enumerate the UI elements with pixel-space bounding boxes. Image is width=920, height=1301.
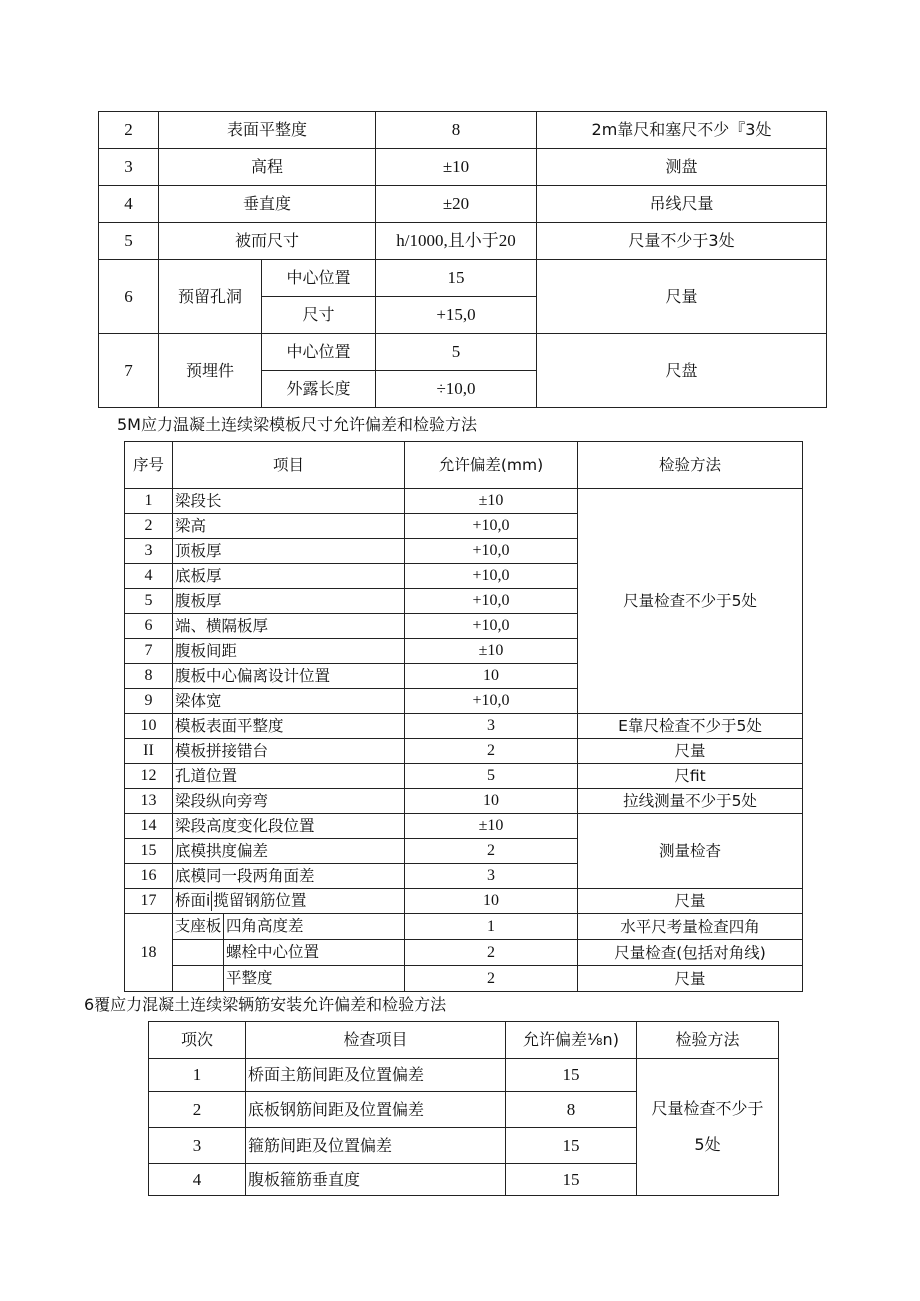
check-method: 尺量检查(包括对角线) — [578, 940, 803, 966]
row-number: 9 — [125, 689, 173, 714]
check-method: 尺量不少于3处 — [537, 223, 827, 260]
check-method: 尺盘 — [537, 334, 827, 408]
row-number: 6 — [125, 614, 173, 639]
row-number: 6 — [99, 260, 159, 334]
item-name: 被而尺寸 — [159, 223, 376, 260]
item-name: 底模同一段两角面差 — [173, 864, 405, 889]
continuous-beam-formwork-table — [124, 441, 803, 992]
header-no: 项次 — [149, 1022, 246, 1059]
row-number: 13 — [125, 789, 173, 814]
tolerance-value: 3 — [405, 864, 578, 889]
check-method: 尺量 — [578, 966, 803, 992]
table-row — [99, 186, 827, 223]
row-number: 1 — [125, 489, 173, 514]
item-name: 高程 — [159, 149, 376, 186]
item-name: 梁体宽 — [173, 689, 405, 714]
check-method-line2: 5处 — [694, 1135, 721, 1154]
item-name: 桥面主筋间距及位置偏差 — [246, 1059, 506, 1092]
item-name — [173, 914, 405, 940]
item-name: 腹板中心偏离设计位置 — [173, 664, 405, 689]
tolerance-value: +10,0 — [405, 689, 578, 714]
table-row — [125, 789, 803, 814]
table-row — [125, 914, 803, 940]
header-method: 检验方法 — [637, 1022, 779, 1059]
tolerance-value: ±10 — [376, 149, 537, 186]
sub-item-name: 尺寸 — [262, 297, 376, 334]
tolerance-value: 5 — [405, 764, 578, 789]
item-name: 端、横隔板厚 — [173, 614, 405, 639]
check-method: 尺量检查不少于5处 — [578, 489, 803, 714]
tolerance-value: ÷10,0 — [376, 371, 537, 408]
item-prefix: 桥面i — [175, 891, 211, 910]
table-row — [125, 739, 803, 764]
support-plate-label: 支座板 — [174, 917, 222, 935]
row-number: 18 — [125, 914, 173, 992]
header-item: 检查项目 — [246, 1022, 506, 1059]
tolerance-value: +10,0 — [405, 514, 578, 539]
check-method: 尺量 — [537, 260, 827, 334]
table-row — [125, 966, 803, 992]
tolerance-value: 5 — [376, 334, 537, 371]
row-number: 3 — [99, 149, 159, 186]
item-name: 预埋件 — [159, 334, 262, 408]
header-row — [149, 1022, 779, 1059]
item-name: 底模拱度偏差 — [173, 839, 405, 864]
row-number: 4 — [149, 1164, 246, 1196]
item-name: 顶板厚 — [173, 539, 405, 564]
item-name: 梁高 — [173, 514, 405, 539]
header-no: 序号 — [125, 442, 173, 489]
check-method: 测量检杳 — [578, 814, 803, 889]
item-name: 垂直度 — [159, 186, 376, 223]
item-name: 底板厚 — [173, 564, 405, 589]
row-number: 2 — [125, 514, 173, 539]
header-row — [125, 442, 803, 489]
tolerance-value: ±10 — [405, 814, 578, 839]
sub-item-name: 平整度 — [223, 966, 273, 991]
check-method: 水平尺考量检查四角 — [578, 914, 803, 940]
table-row — [125, 714, 803, 739]
tolerance-value: ±10 — [405, 489, 578, 514]
table-row — [99, 334, 827, 371]
sub-item-name: 中心位置 — [262, 260, 376, 297]
check-method: 测盘 — [537, 149, 827, 186]
tolerance-value: 15 — [376, 260, 537, 297]
row-number: II — [125, 739, 173, 764]
tolerance-value: 10 — [405, 789, 578, 814]
tolerance-value: +10,0 — [405, 589, 578, 614]
tolerance-value: 15 — [506, 1128, 637, 1164]
sub-item-name: 螺栓中心位置 — [223, 940, 319, 965]
header-item: 项目 — [173, 442, 405, 489]
item-name: 模板拼接错台 — [173, 739, 405, 764]
tolerance-value: 15 — [506, 1059, 637, 1092]
sub-item-name: 四角高度差 — [223, 914, 304, 939]
row-number: 2 — [99, 112, 159, 149]
check-method: 尺fit — [578, 764, 803, 789]
row-number: 10 — [125, 714, 173, 739]
check-method-line1: 尺量检查不少于 — [651, 1099, 764, 1118]
tolerance-value: +10,0 — [405, 614, 578, 639]
table-row — [125, 764, 803, 789]
formwork-tolerance-table-continued — [98, 111, 827, 408]
item-name — [173, 940, 405, 966]
row-number: 8 — [125, 664, 173, 689]
table-row — [125, 489, 803, 514]
row-number: 15 — [125, 839, 173, 864]
tolerance-value: 3 — [405, 714, 578, 739]
row-number: 7 — [99, 334, 159, 408]
tolerance-value: 2 — [405, 966, 578, 992]
table-caption: 5M应力温凝土连续梁模板尺寸允许偏差和检验方法 — [117, 415, 477, 434]
item-name: 模板表面平整度 — [173, 714, 405, 739]
item-name: 腹板箍筋垂直度 — [246, 1164, 506, 1196]
table-row — [125, 814, 803, 839]
item-name — [173, 889, 405, 914]
check-method: 尺量 — [578, 739, 803, 764]
item-name: 预留孔洞 — [159, 260, 262, 334]
tolerance-value: +10,0 — [405, 539, 578, 564]
tolerance-value: 8 — [376, 112, 537, 149]
item-name: 箍筋间距及位置偏差 — [246, 1128, 506, 1164]
item-suffix: 揽留钢筋位置 — [213, 891, 307, 910]
header-tolerance: 允许偏差(mm) — [405, 442, 578, 489]
row-number: 7 — [125, 639, 173, 664]
table-row — [149, 1059, 779, 1092]
item-name: 表面平整度 — [159, 112, 376, 149]
table-row — [99, 260, 827, 297]
item-name: 底板钢筋间距及位置偏差 — [246, 1092, 506, 1128]
tolerance-value: 2 — [405, 839, 578, 864]
check-method: E靠尺检查不少于5处 — [578, 714, 803, 739]
tolerance-value: 1 — [405, 914, 578, 940]
table-row — [125, 940, 803, 966]
tolerance-value: 8 — [506, 1092, 637, 1128]
tolerance-value: h/1000,且小于20 — [376, 223, 537, 260]
row-number: 4 — [125, 564, 173, 589]
tolerance-value: ±10 — [405, 639, 578, 664]
check-method: 2m靠尺和塞尺不少『3处 — [537, 112, 827, 149]
row-number: 12 — [125, 764, 173, 789]
item-name: 腹板间距 — [173, 639, 405, 664]
row-number: 1 — [149, 1059, 246, 1092]
sub-item-name: 中心位置 — [262, 334, 376, 371]
rebar-installation-table — [148, 1021, 779, 1196]
item-name: 梁段长 — [173, 489, 405, 514]
header-method: 检验方法 — [578, 442, 803, 489]
tolerance-value: 10 — [405, 889, 578, 914]
check-method: 拉线测量不少于5处 — [578, 789, 803, 814]
tolerance-value: +15,0 — [376, 297, 537, 334]
tolerance-value: 2 — [405, 940, 578, 966]
item-name: 孔道位置 — [173, 764, 405, 789]
tolerance-value: 15 — [506, 1164, 637, 1196]
tolerance-value: ±20 — [376, 186, 537, 223]
row-number: 2 — [149, 1092, 246, 1128]
header-tolerance: 允许偏差⅛n) — [506, 1022, 637, 1059]
check-method: 尺量 — [578, 889, 803, 914]
sub-item-name: 外露长度 — [262, 371, 376, 408]
item-name: 梁段高度变化段位置 — [173, 814, 405, 839]
row-number: 17 — [125, 889, 173, 914]
check-method — [637, 1059, 779, 1196]
tolerance-value: +10,0 — [405, 564, 578, 589]
tolerance-value: 2 — [405, 739, 578, 764]
table-caption: 6覆应力混凝土连续梁辆筋安装允许偏差和检验方法 — [84, 995, 447, 1014]
table-row — [99, 223, 827, 260]
table-row — [125, 889, 803, 914]
row-number: 5 — [99, 223, 159, 260]
row-number: 16 — [125, 864, 173, 889]
row-number: 3 — [125, 539, 173, 564]
table-row — [99, 112, 827, 149]
row-number: 4 — [99, 186, 159, 223]
item-name — [173, 966, 405, 992]
item-name: 梁段纵向旁弯 — [173, 789, 405, 814]
table-row — [99, 149, 827, 186]
row-number: 3 — [149, 1128, 246, 1164]
item-name: 腹板厚 — [173, 589, 405, 614]
check-method: 吊线尺量 — [537, 186, 827, 223]
tolerance-value: 10 — [405, 664, 578, 689]
row-number: 5 — [125, 589, 173, 614]
row-number: 14 — [125, 814, 173, 839]
